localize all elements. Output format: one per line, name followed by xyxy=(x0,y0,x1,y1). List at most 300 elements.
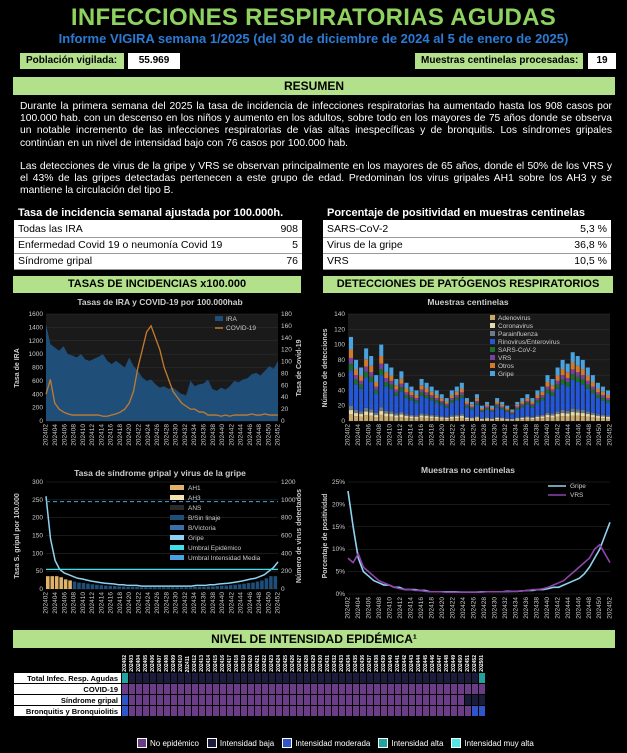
x-tick-label: 202448 xyxy=(256,424,264,446)
bar xyxy=(135,587,139,589)
row-label: Enfermedad Covid 19 o neumonía Covid 19 xyxy=(14,237,271,253)
bar-segment xyxy=(364,377,368,407)
heatmap-cell xyxy=(171,706,178,717)
x-tick-label: 202412 xyxy=(89,592,97,614)
bar-segment xyxy=(415,390,419,395)
bar-segment xyxy=(601,417,605,419)
heatmap-cell xyxy=(311,695,318,706)
legend-label: Coronavirus xyxy=(498,323,534,330)
bar-segment xyxy=(359,411,363,414)
bar-segment xyxy=(450,395,454,398)
bar-segment xyxy=(460,418,464,421)
bar-segment xyxy=(445,404,449,406)
bar-segment xyxy=(561,410,565,413)
table-row xyxy=(14,237,302,253)
bar xyxy=(269,576,273,589)
bar-segment xyxy=(409,398,413,401)
heatmap-cell xyxy=(451,706,458,717)
bar-segment xyxy=(581,360,585,369)
heatmap-cell xyxy=(472,695,479,706)
heatmap-week-label: 202441 xyxy=(395,653,402,673)
bar-segment xyxy=(475,403,479,405)
heatmap-cell xyxy=(241,673,248,684)
heatmap-week-label: 202435 xyxy=(353,653,360,673)
bar-segment xyxy=(495,404,499,406)
legend-label: AH3 xyxy=(188,495,201,502)
bar-segment xyxy=(515,419,519,420)
bar-segment xyxy=(490,419,494,420)
heatmap-cell xyxy=(437,706,444,717)
bar-segment xyxy=(369,372,373,377)
x-tick-label: 202408 xyxy=(70,592,78,614)
y2-axis-label: Número de virus detectados xyxy=(296,488,303,584)
bar-segment xyxy=(485,408,489,410)
y-tick-label: 200 xyxy=(32,404,43,412)
chart-title: Muestras no centinelas xyxy=(420,465,516,475)
bar-segment xyxy=(525,419,529,421)
y-axis-label: Número de detecciones xyxy=(322,328,329,408)
bar-segment xyxy=(596,389,600,393)
row-value: 908 xyxy=(271,221,302,237)
y2-tick-label: 200 xyxy=(281,568,292,576)
bar-segment xyxy=(566,378,570,382)
bar-segment xyxy=(505,410,509,411)
x-tick-label: 202424 xyxy=(144,424,152,446)
heatmap-cell xyxy=(283,695,290,706)
heatmap-cell xyxy=(444,706,451,717)
legend-label: AH1 xyxy=(188,485,201,492)
heatmap-cell xyxy=(409,684,416,695)
bar-segment xyxy=(591,375,595,382)
bar-segment xyxy=(601,392,605,395)
heatmap-cell xyxy=(318,684,325,695)
bar-segment xyxy=(556,414,560,417)
heatmap-cell xyxy=(381,684,388,695)
bar-segment xyxy=(364,412,368,416)
heatmap-week-label: 202440 xyxy=(388,653,395,673)
bar-segment xyxy=(470,410,474,418)
bar-segment xyxy=(500,405,504,407)
bar-segment xyxy=(369,416,373,421)
bar-segment xyxy=(374,413,378,415)
bar-segment xyxy=(520,407,524,417)
bar xyxy=(180,587,184,589)
y-tick-label: 25% xyxy=(331,479,345,486)
bar-segment xyxy=(404,414,408,416)
bar-segment xyxy=(561,379,565,384)
bar-segment xyxy=(495,398,499,401)
heatmap-cell xyxy=(479,695,486,706)
bar-segment xyxy=(601,395,605,397)
bar-segment xyxy=(440,394,444,398)
x-tick-label: 202404 xyxy=(355,597,363,619)
y-tick-label: 1200 xyxy=(28,337,43,345)
y-tick-label: 120 xyxy=(334,326,345,334)
legend-swatch xyxy=(170,485,184,490)
heatmap-cell xyxy=(304,706,311,717)
x-tick-label: 202432 xyxy=(501,597,509,619)
bar-segment xyxy=(540,395,544,397)
bar-segment xyxy=(566,387,570,411)
bar-segment xyxy=(586,376,590,381)
x-tick-label: 202452 xyxy=(606,424,614,446)
bar-segment xyxy=(480,410,484,411)
legend-item: Intensidad alta xyxy=(378,738,443,748)
y2-tick-label: 160 xyxy=(281,322,292,330)
x-tick-label: 202404 xyxy=(51,592,59,614)
bar-segment xyxy=(450,417,454,419)
legend-label: VRS xyxy=(570,492,584,499)
bar-segment xyxy=(369,409,373,412)
heatmap-cell xyxy=(458,684,465,695)
bar-segment xyxy=(540,387,544,392)
poblacion-label: Población vigilada: xyxy=(20,53,124,69)
bar-segment xyxy=(379,375,383,407)
x-tick-label: 202418 xyxy=(116,424,124,446)
heatmap-cell xyxy=(339,706,346,717)
bar-segment xyxy=(394,379,398,385)
bar-segment xyxy=(470,418,474,419)
heatmap-cell xyxy=(325,684,332,695)
bar xyxy=(202,587,206,589)
bar-segment xyxy=(561,360,565,369)
bar-segment xyxy=(571,415,575,421)
legend-label: B/Victoria xyxy=(188,525,216,532)
heatmap-week-label: 202443 xyxy=(409,653,416,673)
heatmap-week-label: 202419 xyxy=(241,653,248,673)
heatmap-cell xyxy=(164,684,171,695)
bar-segment xyxy=(374,375,378,382)
y2-tick-label: 400 xyxy=(281,550,292,558)
bar-segment xyxy=(354,384,358,410)
incidencia-table xyxy=(14,205,302,270)
heatmap-cell xyxy=(171,695,178,706)
heatmap-cell xyxy=(157,684,164,695)
heatmap-week-label: 202403 xyxy=(129,653,136,673)
heatmap-week-label: 202448 xyxy=(444,653,451,673)
x-tick-label: 202444 xyxy=(564,597,572,619)
bar-segment xyxy=(440,418,444,419)
heatmap-week-label: 202407 xyxy=(157,653,164,673)
bar-segment xyxy=(369,382,373,409)
heatmap-cell xyxy=(178,673,185,684)
bar xyxy=(251,583,255,589)
bar-segment xyxy=(520,398,524,401)
bar-segment xyxy=(540,400,544,414)
y2-tick-label: 0 xyxy=(281,418,285,425)
heatmap-cell xyxy=(129,706,136,717)
row-value: 76 xyxy=(271,253,302,269)
bar-segment xyxy=(394,413,398,415)
heatmap-cell xyxy=(227,684,234,695)
heatmap-cell xyxy=(374,684,381,695)
bar-segment xyxy=(485,418,489,419)
y-tick-label: 15% xyxy=(331,523,345,531)
bar-segment xyxy=(465,404,469,406)
bar xyxy=(198,587,202,589)
x-tick-label: 202448 xyxy=(256,592,264,614)
bar-segment xyxy=(455,398,459,401)
legend-item: No epidémico xyxy=(137,738,199,748)
bar-segment xyxy=(359,389,363,411)
x-tick-label: 202420 xyxy=(439,424,447,446)
heatmap-week-label: 202423 xyxy=(269,653,276,673)
y-tick-label: 1600 xyxy=(28,311,43,318)
bar-segment xyxy=(420,385,424,389)
muestras-value: 19 xyxy=(588,53,616,69)
x-tick-label: 202424 xyxy=(144,592,152,614)
heatmap-cell xyxy=(311,706,318,717)
x-tick-label: 202418 xyxy=(116,592,124,614)
legend-label: Gripe xyxy=(188,535,204,542)
row-label: Síndrome gripal xyxy=(14,253,271,269)
heatmap-cell xyxy=(430,684,437,695)
bar-segment xyxy=(465,418,469,419)
heatmap-cell xyxy=(199,673,206,684)
table-row xyxy=(14,253,302,269)
chart-title: Tasa de síndrome gripal y virus de la gripe xyxy=(74,468,246,478)
legend-swatch xyxy=(170,555,184,560)
x-tick-label: 202428 xyxy=(163,424,171,446)
bar-segment xyxy=(495,419,499,421)
bar-segment xyxy=(485,405,489,407)
bar-segment xyxy=(409,395,413,397)
bar-segment xyxy=(415,398,419,400)
heatmap-cell xyxy=(395,673,402,684)
bar-segment xyxy=(364,348,368,359)
heatmap-cell xyxy=(374,673,381,684)
bar-segment xyxy=(566,411,570,414)
heatmap-cell xyxy=(416,706,423,717)
bar-segment xyxy=(440,405,444,416)
heatmap-week-label: 202404 xyxy=(136,653,143,673)
bar-segment xyxy=(480,420,484,421)
bar-segment xyxy=(566,364,570,373)
bar-segment xyxy=(409,392,413,395)
bar-segment xyxy=(510,411,514,412)
bar-segment xyxy=(530,404,534,406)
bar-segment xyxy=(394,385,398,389)
y-tick-label: 100 xyxy=(334,341,345,349)
heatmap-cell xyxy=(164,706,171,717)
bar-segment xyxy=(591,382,595,387)
bar-segment xyxy=(576,366,580,372)
legend-swatch xyxy=(170,505,184,510)
bar-segment xyxy=(495,402,499,404)
x-tick-label: 202424 xyxy=(459,597,467,619)
bar-segment xyxy=(430,392,434,395)
legend-swatch xyxy=(170,525,184,530)
bar-segment xyxy=(404,389,408,393)
x-tick-label: 202422 xyxy=(449,424,457,446)
bar-segment xyxy=(515,408,519,410)
bar-segment xyxy=(535,395,539,398)
bar-segment xyxy=(435,395,439,398)
x-tick-label: 202430 xyxy=(172,424,180,446)
resumen-paragraph-2: Las detecciones de virus de la gripe y VRS se observan principalmente en los mayores de 65 años, donde el 50% de los VRS y el 43% de las gripes detectadas pertenecen a este grupo de edad. Predominan los virus gripales AH1 sobre los AH3 y se mantiene la circulación del tipo B. xyxy=(20,161,612,197)
x-tick-label: 202412 xyxy=(397,424,405,446)
y-tick-label: 150 xyxy=(32,532,43,540)
bar-segment xyxy=(520,419,524,421)
heatmap-cell xyxy=(360,673,367,684)
bar xyxy=(193,587,197,589)
bar-segment xyxy=(430,387,434,392)
bar-segment xyxy=(500,418,504,419)
heatmap-cell xyxy=(192,706,199,717)
legend-label: B/Sin linaje xyxy=(188,515,221,522)
heatmap-cell xyxy=(465,684,472,695)
bar-segment xyxy=(520,404,524,406)
bar-segment xyxy=(374,415,378,417)
heatmap-cell xyxy=(213,684,220,695)
x-tick-label: 202408 xyxy=(376,424,384,446)
x-tick-label: 202408 xyxy=(376,597,384,619)
bar-segment xyxy=(525,403,529,405)
bar-segment xyxy=(475,419,479,421)
heatmap-cell xyxy=(318,706,325,717)
bar-segment xyxy=(409,417,413,419)
bar-segment xyxy=(384,414,388,417)
bar-segment xyxy=(520,402,524,404)
bar-segment xyxy=(354,360,358,369)
bar-segment xyxy=(415,419,419,421)
chart-muestras-no-centinelas xyxy=(318,464,618,624)
bar-segment xyxy=(460,414,464,416)
bar-segment xyxy=(520,417,524,418)
bar-segment xyxy=(561,375,565,379)
heatmap-cell xyxy=(367,706,374,717)
heatmap-cell xyxy=(262,706,269,717)
bar-segment xyxy=(394,392,398,395)
bar-segment xyxy=(465,407,469,417)
y-tick-label: 60 xyxy=(337,372,345,380)
bar-segment xyxy=(374,390,378,394)
heatmap-cell xyxy=(206,684,213,695)
heatmap-cell xyxy=(430,695,437,706)
heatmap-cell xyxy=(262,673,269,684)
y2-tick-label: 40 xyxy=(281,394,289,402)
heatmap-cell xyxy=(318,695,325,706)
heatmap-week-label: 202449 xyxy=(451,653,458,673)
heatmap-cell xyxy=(458,673,465,684)
x-tick-label: 202440 xyxy=(543,597,551,619)
bar-segment xyxy=(581,369,585,375)
heatmap-cell xyxy=(220,706,227,717)
x-tick-label: 202422 xyxy=(135,592,143,614)
heatmap-cell xyxy=(409,706,416,717)
heatmap-cell xyxy=(311,684,318,695)
heatmap-cell xyxy=(220,684,227,695)
bar-segment xyxy=(420,396,424,414)
bar-segment xyxy=(409,400,413,414)
x-tick-label: 202450 xyxy=(265,592,273,614)
x-tick-label: 202432 xyxy=(181,424,189,446)
heatmap-cell xyxy=(423,706,430,717)
bar-segment xyxy=(409,415,413,417)
bar-segment xyxy=(586,381,590,385)
heatmap-cell xyxy=(192,673,199,684)
bar-segment xyxy=(455,395,459,397)
bar-segment xyxy=(354,413,358,416)
bar xyxy=(149,587,153,589)
y-tick-label: 20 xyxy=(337,402,345,410)
bar-segment xyxy=(420,418,424,421)
bar-segment xyxy=(445,405,449,407)
heatmap-cell xyxy=(241,684,248,695)
bar-segment xyxy=(430,418,434,421)
heatmap-cell xyxy=(353,673,360,684)
heatmap-week-label: 202402 xyxy=(122,653,129,673)
bar-segment xyxy=(540,392,544,395)
bar-segment xyxy=(556,381,560,385)
bar-segment xyxy=(510,419,514,420)
legend-label: Rinovirus/Enterovirus xyxy=(498,339,560,346)
heatmap-cell xyxy=(332,706,339,717)
heatmap-cell xyxy=(465,695,472,706)
x-tick-label: 202452 xyxy=(606,597,614,619)
bar-segment xyxy=(596,395,600,398)
heatmap-cell xyxy=(213,695,220,706)
legend-item: Intensidad baja xyxy=(207,738,274,748)
heatmap-cell xyxy=(248,706,255,717)
heatmap-cell xyxy=(353,706,360,717)
bar-segment xyxy=(535,417,539,419)
bar-segment xyxy=(364,359,368,366)
y2-tick-label: 180 xyxy=(281,311,292,318)
bar-segment xyxy=(399,391,403,412)
heatmap-cell xyxy=(430,706,437,717)
heatmap-cell xyxy=(157,706,164,717)
bar-segment xyxy=(369,366,373,372)
bar-segment xyxy=(354,379,358,384)
row-label: Todas las IRA xyxy=(14,221,271,237)
heatmap-cell xyxy=(227,706,234,717)
x-tick-label: 202416 xyxy=(107,592,115,614)
heatmap-cell xyxy=(269,673,276,684)
bar-segment xyxy=(576,413,580,416)
bar-segment xyxy=(399,371,403,378)
bar-segment xyxy=(389,368,393,376)
heatmap-cell xyxy=(227,695,234,706)
bar-segment xyxy=(581,379,585,384)
x-tick-label: 202446 xyxy=(246,592,254,614)
heatmap-cell xyxy=(395,684,402,695)
x-tick-label: 202438 xyxy=(209,424,217,446)
legend-label: Parainfluenza xyxy=(498,331,538,338)
vrs-line xyxy=(348,545,610,592)
bar-segment xyxy=(551,389,555,392)
heatmap-cell xyxy=(339,695,346,706)
bar-segment xyxy=(379,356,383,364)
page-subtitle: Informe VIGIRA semana 1/2025 (del 30 de diciembre de 2024 al 5 de enero de 2025) xyxy=(58,31,569,46)
table-row xyxy=(323,221,611,237)
table-row xyxy=(323,237,611,253)
bar-segment xyxy=(586,368,590,376)
chart-ira-covid xyxy=(10,296,308,471)
bar-segment xyxy=(415,415,419,417)
heatmap-cell xyxy=(234,695,241,706)
bar-segment xyxy=(601,387,605,392)
bar-segment xyxy=(349,337,353,350)
x-tick-label: 202444 xyxy=(237,592,245,614)
heatmap-cell xyxy=(290,673,297,684)
heatmap-cell xyxy=(458,706,465,717)
bar-segment xyxy=(510,413,514,414)
bar xyxy=(220,586,224,589)
heatmap-week-label: 202444 xyxy=(416,653,423,673)
legend-swatch xyxy=(490,363,495,368)
heatmap-cell xyxy=(290,684,297,695)
